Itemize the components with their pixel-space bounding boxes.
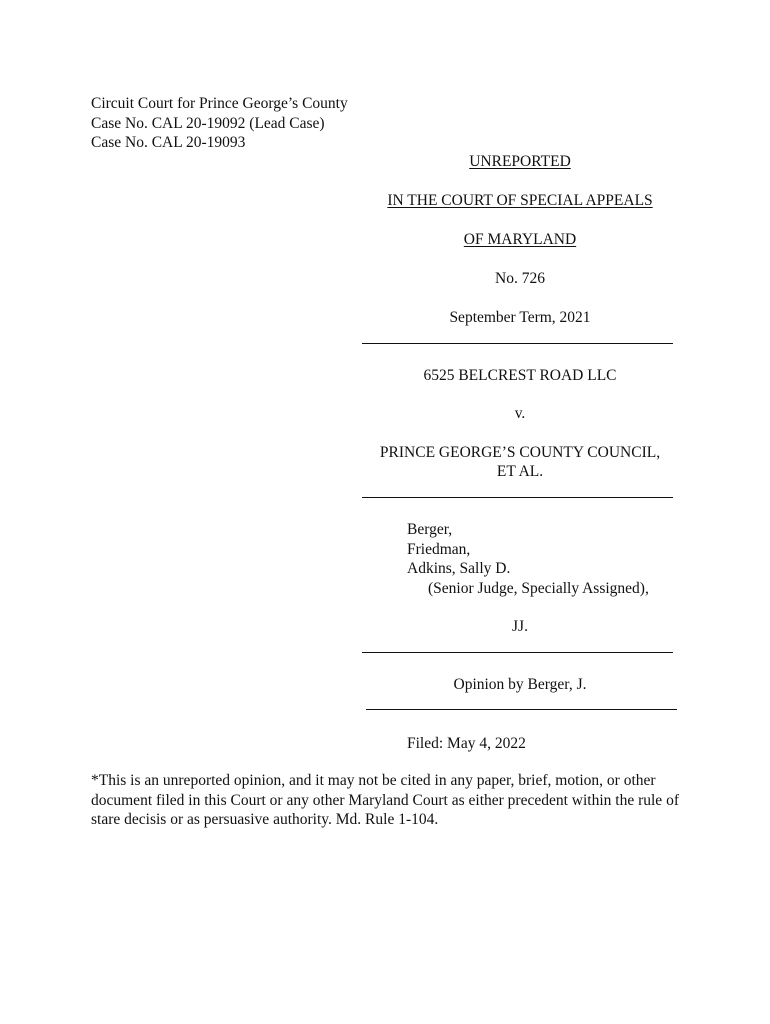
- divider: [366, 709, 677, 710]
- court-name-line1: IN THE COURT OF SPECIAL APPEALS: [387, 192, 653, 209]
- unreported-opinion-footnote: *This is an unreported opinion, and it may not be cited in any paper, brief, motion, or other document filed in this Court or any other Maryland Court as either precedent within the rule of stare decisis or as persuasive authority. Md. Rule 1-104.: [91, 772, 679, 828]
- versus: v.: [514, 405, 526, 422]
- judge-name: Adkins, Sally D.: [407, 560, 511, 577]
- opinion-author: Opinion by Berger, J.: [453, 676, 587, 693]
- lead-case-number: Case No. CAL 20-19092 (Lead Case): [91, 114, 325, 132]
- opinion-heading-block: [362, 0, 678, 1024]
- term: September Term, 2021: [449, 309, 591, 326]
- appellee-name-line2: ET AL.: [496, 463, 544, 480]
- lower-court-name: Circuit Court for Prince George’s County: [91, 95, 348, 112]
- judge-name: Friedman,: [407, 540, 471, 558]
- judge-note: (Senior Judge, Specially Assigned),: [428, 579, 649, 597]
- divider: [362, 652, 673, 653]
- judges-panel: [407, 520, 649, 598]
- case-number: Case No. CAL 20-19093: [91, 134, 246, 151]
- unreported-label: UNREPORTED: [469, 153, 571, 170]
- appeal-number: No. 726: [495, 270, 545, 287]
- judge-name: Berger,: [407, 521, 453, 538]
- appellee-name-line1: PRINCE GEORGE’S COUNTY COUNCIL,: [379, 444, 661, 461]
- lower-court-caption: [91, 94, 348, 153]
- judges-suffix: JJ.: [512, 618, 528, 635]
- court-name-line2: OF MARYLAND: [463, 231, 577, 248]
- divider: [362, 343, 673, 344]
- filed-date: Filed: May 4, 2022: [407, 735, 526, 752]
- appellant-name: 6525 BELCREST ROAD LLC: [423, 367, 617, 384]
- divider: [362, 497, 673, 498]
